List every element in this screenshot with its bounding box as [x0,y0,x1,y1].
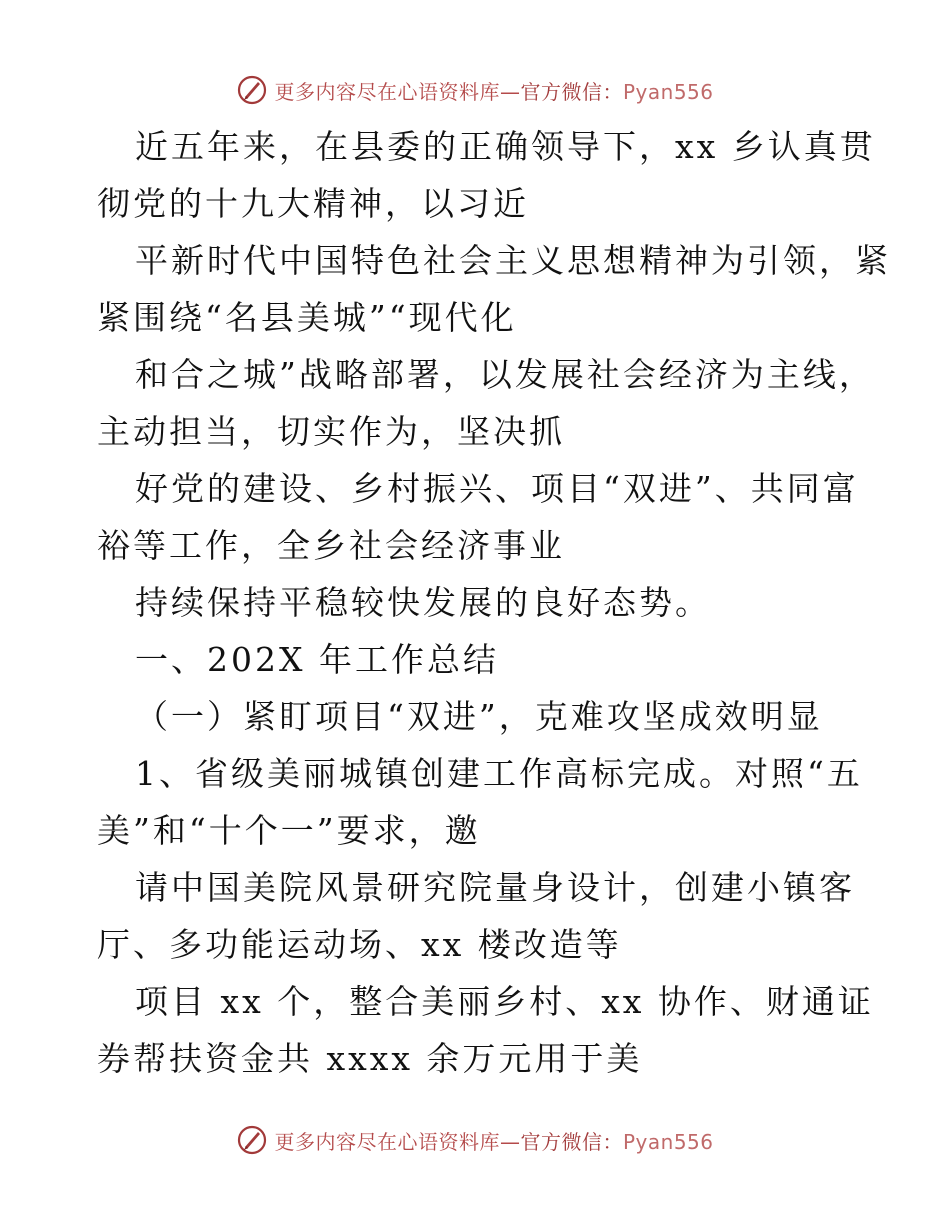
watermark-wechat-label: 官方微信： [520,1129,623,1154]
document-line: 近五年来，在县委的正确领导下，xx 乡认真贯 [135,127,876,166]
document-line: 好党的建设、乡村振兴、项目“双进”、共同富 [135,469,859,508]
document-line: 厅、多功能运动场、xx 楼改造等 [97,925,622,964]
quill-logo-icon [236,1124,268,1156]
watermark-wechat-id: Pyan556 [622,1129,714,1154]
document-line: 紧围绕“名县美城”“现代化 [97,298,517,337]
document-line: 券帮扶资金共 xxxx 余万元用于美 [97,1039,643,1078]
document-line: 裕等工作，全乡社会经济事业 [97,526,565,565]
watermark-text [274,76,713,105]
document-line: 持续保持平稳较快发展的良好态势。 [135,583,711,622]
document-body [97,118,891,1087]
watermark-banner-bottom [0,1120,950,1160]
watermark-site-text: 更多内容尽在心语资料库— [274,1129,521,1154]
document-line: 项目 xx 个，整合美丽乡村、xx 协作、财通证 [135,982,874,1021]
document-line: 和合之城”战略部署，以发展社会经济为主线， [135,355,875,394]
watermark-site-text: 更多内容尽在心语资料库— [274,79,521,104]
document-line: 彻党的十九大精神，以习近 [97,184,529,223]
watermark-banner-top [0,70,950,110]
document-line: 1、省级美丽城镇创建工作高标完成。对照“五 [135,754,863,793]
quill-logo-icon [236,74,268,106]
watermark-wechat-id: Pyan556 [622,79,714,104]
watermark-text [274,1126,713,1155]
document-line: 主动担当，切实作为，坚决抓 [97,412,565,451]
document-line: 平新时代中国特色社会主义思想精神为引领，紧 [135,241,891,280]
document-line: 请中国美院风景研究院量身设计，创建小镇客 [135,868,855,907]
document-line: 一、202X 年工作总结 [135,640,499,679]
document-line: 美”和“十个一”要求，邀 [97,811,481,850]
watermark-wechat-label: 官方微信： [520,79,623,104]
document-line: （一）紧盯项目“双进”，克难攻坚成效明显 [135,697,823,736]
